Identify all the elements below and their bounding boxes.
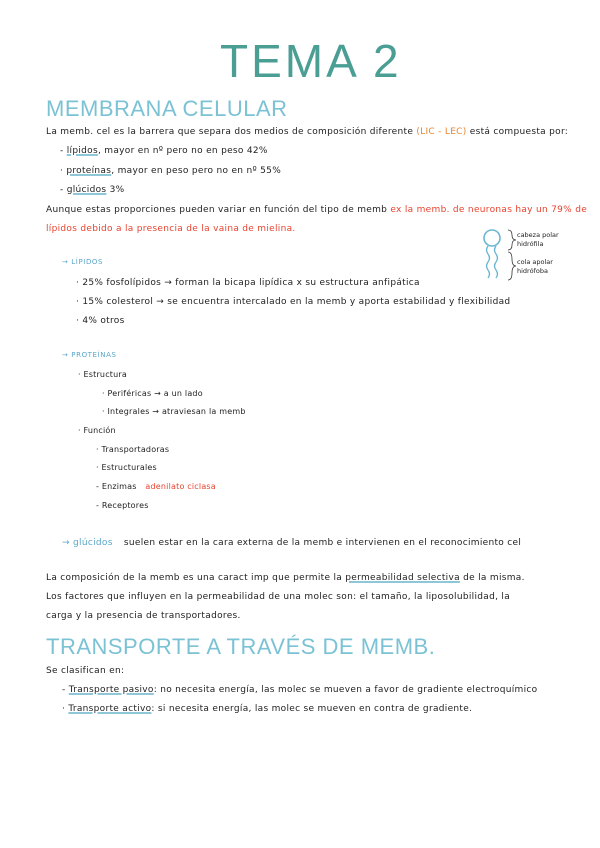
list-item: · 15% colesterol → se encuentra intercalado en la memb y aporta estabilidad y flexibilidad — [76, 297, 511, 307]
bullet: - — [60, 185, 64, 195]
tail-right-icon — [495, 246, 498, 278]
tail-left-icon — [487, 246, 490, 278]
intro-text-end: está compuesta por: — [469, 127, 569, 137]
enzimas-example: adenilato ciclasa — [145, 482, 216, 491]
item-text: : si necesita energía, las molec se mueven en contra de gradiente. — [151, 704, 473, 714]
proteinas-heading: → PROTEÍNAS — [62, 351, 117, 359]
intro-line — [46, 126, 568, 138]
paragraph-text: de la misma. — [463, 573, 525, 583]
intro-highlight: (LIC - LEC) — [416, 127, 467, 137]
note-text: Aunque estas proporciones pueden variar en función del tipo de memb — [46, 205, 388, 215]
note-line-2: lípidos debido a la presencia de la vaina de mielina. — [46, 224, 296, 234]
list-item: · Integrales → atraviesan la memb — [102, 407, 246, 416]
item-label: proteínas — [66, 166, 112, 176]
list-item — [62, 703, 472, 715]
label-text: cola apolar — [517, 258, 553, 266]
diagram-label-head — [517, 231, 559, 249]
item-text: 3% — [106, 185, 125, 195]
label-text: hidrófoba — [517, 267, 548, 275]
item-text: : no necesita energía, las molec se mueven a favor de gradiente electroquímico — [153, 685, 538, 695]
brace-tail-icon — [508, 252, 516, 280]
paragraph-line-3: carga y la presencia de transportadores. — [46, 611, 241, 621]
note-highlight: ex la memb. de neuronas hay un 79% de — [390, 205, 588, 215]
estructura-label: · Estructura — [78, 370, 128, 379]
paragraph-line-1 — [46, 572, 568, 584]
item-label: lípidos — [66, 146, 98, 156]
page-title: TEMA 2 — [220, 35, 402, 87]
list-item: · Periféricas → a un lado — [102, 389, 203, 398]
bullet: - — [62, 685, 66, 695]
section-heading-transporte: TRANSPORTE A TRAVÉS DE MEMB. — [46, 634, 436, 659]
list-item: · 25% fosfolípidos → forman la bicapa lipídica x su estructura anfipática — [76, 278, 420, 288]
list-item — [62, 684, 537, 696]
intro-text: La memb. cel es la barrera que separa dos medios de composición diferente — [46, 127, 414, 137]
enzimas-label: - Enzimas — [96, 482, 137, 491]
section-heading-membrana: MEMBRANA CELULAR — [46, 96, 288, 121]
list-item — [96, 482, 216, 491]
paragraph-text: La composición de la memb es una caract imp que permite la — [46, 573, 343, 583]
brace-head-icon — [508, 230, 516, 250]
phospholipid-diagram — [478, 228, 518, 284]
paragraph-underline: permeabilidad selectiva — [345, 573, 460, 583]
funcion-label: · Función — [78, 426, 116, 435]
list-item — [60, 145, 268, 157]
bullet: · — [60, 166, 64, 176]
item-label: Transporte pasivo — [68, 685, 154, 695]
item-label: glúcidos — [66, 185, 107, 195]
lipidos-heading: → LÍPIDOS — [62, 258, 104, 266]
polar-head-icon — [484, 230, 500, 246]
glucidos-line — [62, 537, 568, 549]
bullet: - — [60, 146, 64, 156]
label-text: cabeza polar — [517, 231, 559, 239]
item-text: , mayor en peso pero no en nº 55% — [111, 166, 282, 176]
glucidos-text: suelen estar en la cara externa de la memb e intervienen en el reconocimiento cel — [123, 538, 522, 548]
list-item: · 4% otros — [76, 316, 125, 326]
glucidos-label: glúcidos — [73, 538, 113, 548]
list-item: · Transportadoras — [96, 445, 170, 454]
diagram-label-tail — [517, 258, 553, 276]
item-text: , mayor en nº pero no en peso 42% — [97, 146, 268, 156]
note-line-1 — [46, 204, 587, 216]
paragraph-line-2: Los factores que influyen en la permeabilidad de una molec son: el tamaño, la liposolubilidad, la — [46, 592, 511, 602]
list-item — [60, 184, 124, 196]
list-item: · Estructurales — [96, 463, 157, 472]
item-label: Transporte activo — [68, 704, 152, 714]
list-item — [60, 165, 281, 177]
section2-intro: Se clasifican en: — [46, 666, 125, 676]
list-item: - Receptores — [96, 501, 149, 510]
bullet: · — [62, 704, 66, 714]
arrow-icon: → — [62, 538, 70, 548]
label-text: hidrófila — [517, 240, 544, 248]
